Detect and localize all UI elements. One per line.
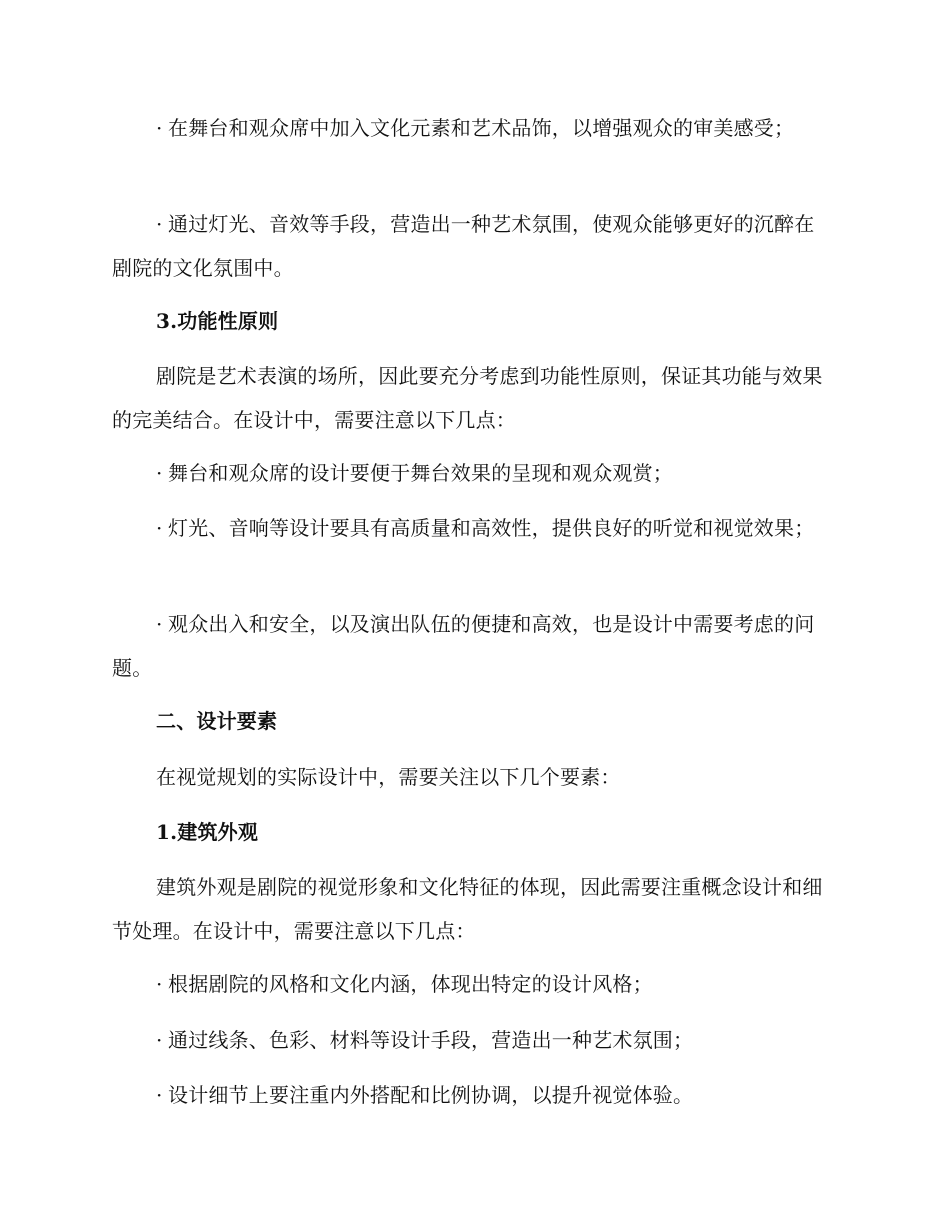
bullet-text: 灯光、音响等设计要具有高质量和高效性，提供良好的听觉和视觉效果；: [168, 516, 815, 540]
bullet-marker: ·: [156, 116, 163, 140]
bullet-paragraph-stage: [112, 451, 830, 495]
bullet-marker: ·: [156, 972, 163, 996]
bullet-paragraph-details: [112, 1073, 830, 1117]
bullet-paragraph-design-means: [112, 1018, 830, 1062]
bullet-paragraph-style: [112, 962, 830, 1006]
bullet-text: 通过线条、色彩、材料等设计手段，营造出一种艺术氛围；: [168, 1028, 694, 1052]
bullet-text: 根据剧院的风格和文化内涵，体现出特定的设计风格；: [168, 972, 653, 996]
section-heading-design-elements: 二、设计要素: [156, 709, 278, 733]
bullet-text: 观众出入和安全，以及演出队伍的便捷和高效，也是设计中需要考虑的问题。: [112, 612, 815, 680]
bullet-marker: ·: [156, 1028, 163, 1052]
bullet-marker: ·: [156, 1083, 163, 1107]
bullet-paragraph-safety: [112, 602, 830, 690]
bullet-marker: ·: [156, 516, 163, 540]
bullet-text: 通过灯光、音效等手段，营造出一种艺术氛围，使观众能够更好的沉醉在剧院的文化氛围中。: [112, 212, 815, 280]
bullet-marker: ·: [156, 612, 163, 636]
bullet-marker: ·: [156, 212, 163, 236]
bullet-marker: ·: [156, 461, 163, 485]
bullet-text: 舞台和观众席的设计要便于舞台效果的呈现和观众观赏；: [168, 461, 673, 485]
body-paragraph-design-elements: 在视觉规划的实际设计中，需要关注以下几个要素：: [156, 765, 621, 789]
bullet-text: 设计细节上要注重内外搭配和比例协调，以提升视觉体验。: [168, 1083, 694, 1107]
bullet-text: 在舞台和观众席中加入文化元素和艺术品饰，以增强观众的审美感受；: [168, 116, 795, 140]
section-heading-functional-principle: 3.功能性原则: [156, 309, 279, 333]
bullet-paragraph-lighting-sound: [112, 506, 830, 550]
bullet-paragraph-atmosphere: [112, 202, 830, 290]
body-paragraph-architecture: 建筑外观是剧院的视觉形象和文化特征的体现，因此需要注重概念设计和细节处理。在设计中，需要注意以下几点：: [112, 875, 823, 943]
bullet-paragraph-aesthetic: [112, 106, 830, 150]
section-heading-architecture: 1.建筑外观: [156, 820, 259, 844]
body-paragraph-functional: 剧院是艺术表演的场所，因此要充分考虑到功能性原则，保证其功能与效果的完美结合。在设计中，需要注意以下几点：: [112, 364, 823, 432]
